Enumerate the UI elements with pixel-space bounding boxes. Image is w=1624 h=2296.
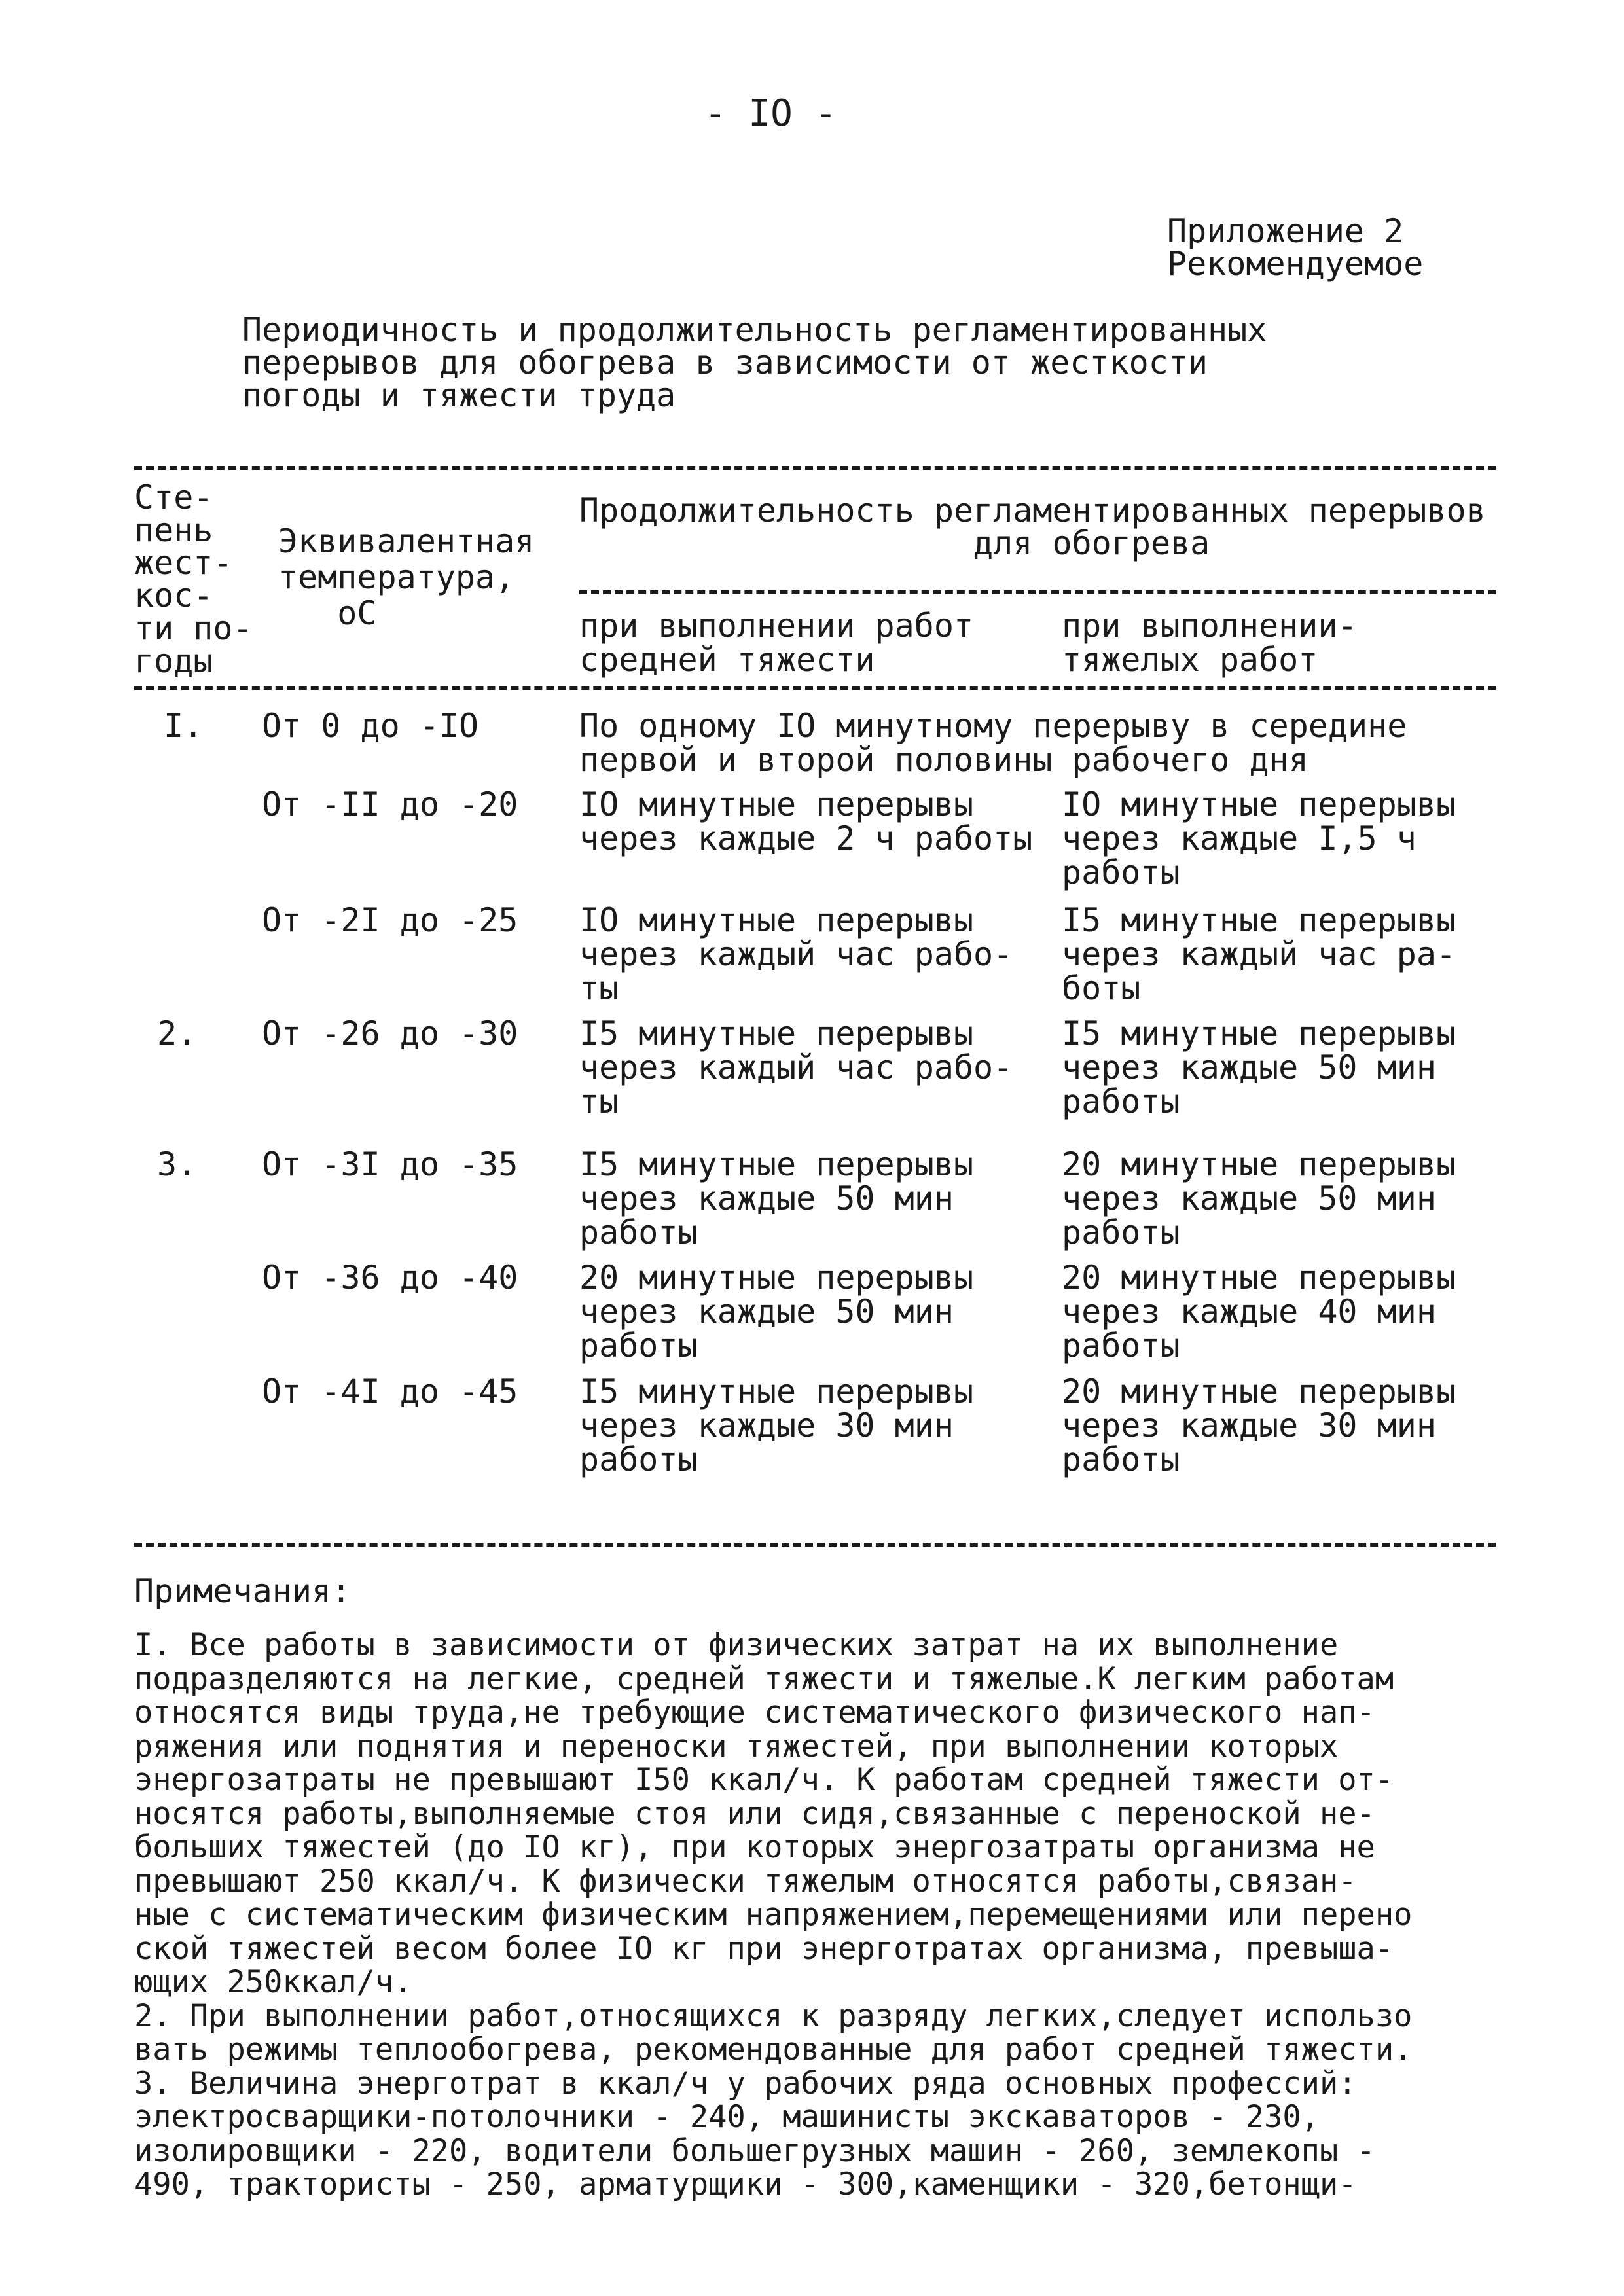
table-row-1-degree: I. (164, 707, 204, 745)
document-title-line-2: перерывов для обогрева в зависимости от жесткости (242, 344, 1208, 382)
table-row-2-heavy: IO минутные перерывы через каждые I,5 ч работы (1062, 785, 1456, 891)
appendix-label: Приложение 2 (1167, 212, 1404, 250)
table-row-1-temperature: От 0 до -IO (262, 707, 479, 745)
appendix-status: Рекомендуемое (1167, 245, 1424, 283)
header-temperature: Эквивалентная температура, oC (278, 522, 535, 632)
table-row-2-medium: IO минутные перерывы через каждые 2 ч работы (579, 785, 1033, 857)
table-row-5-heavy: 20 минутные перерывы через каждые 50 мин работы (1062, 1145, 1456, 1251)
table-top-rule (134, 466, 1496, 470)
table-row-3-medium: IO минутные перерывы через каждый час рабо- ты (579, 901, 1013, 1007)
table-row-3-temperature: От -2I до -25 (262, 901, 518, 939)
table-header-inner-rule (579, 590, 1496, 594)
table-row-4-heavy: I5 минутные перерывы через каждые 50 мин работы (1062, 1014, 1456, 1121)
table-row-1-merged: По одному IO минутному перерыву в середине первой и второй половины рабочего дня (579, 707, 1407, 779)
table-row-7-temperature: От -4I до -45 (262, 1372, 518, 1410)
table-row-4-medium: I5 минутные перерывы через каждый час рабо- ты (579, 1014, 1013, 1121)
table-row-5-medium: I5 минутные перерывы через каждые 50 мин работы (579, 1145, 974, 1251)
table-row-4-temperature: От -26 до -30 (262, 1014, 518, 1052)
table-row-7-medium: I5 минутные перерывы через каждые 30 мин работы (579, 1372, 974, 1479)
table-row-4-degree: 2. (157, 1014, 197, 1052)
table-row-7-heavy: 20 минутные перерывы через каждые 30 мин работы (1062, 1372, 1456, 1479)
notes-heading: Примечания: (134, 1572, 352, 1610)
header-degree: Сте- пень жест- кос- ти по- годы (134, 478, 253, 680)
header-heavy-work: при выполнении- тяжелых работ (1062, 607, 1358, 679)
table-row-5-degree: 3. (157, 1145, 197, 1183)
document-title-line-3: погоды и тяжести труда (242, 376, 676, 414)
table-row-2-temperature: От -II до -20 (262, 785, 518, 823)
table-row-3-heavy: I5 минутные перерывы через каждый час ра- боты (1062, 901, 1456, 1007)
table-row-6-temperature: От -36 до -40 (262, 1259, 518, 1297)
table-row-6-heavy: 20 минутные перерывы через каждые 40 мин работы (1062, 1259, 1456, 1365)
table-bottom-rule (134, 1543, 1496, 1547)
document-title-line-1: Периодичность и продолжительность регламентированных (242, 311, 1267, 349)
page-number: - IO - (704, 92, 837, 135)
table-header-bottom-rule (134, 686, 1496, 690)
header-medium-work: при выполнении работ средней тяжести (579, 607, 974, 679)
header-duration-group: Продолжительность регламентированных перерывов для обогрева (579, 492, 1486, 562)
table-row-5-temperature: От -3I до -35 (262, 1145, 518, 1183)
notes-body: I. Все работы в зависимости от физических затрат на их выполнение подразделяются на легкие, средней тяжести и тяжелые.К легким работам относятся виды труда,не требующие систематического физического нап- ряжения или поднятия и переноски тяжестей, при выполнении которых энергозатраты не превышают I50 ккал/ч. К работам средней тяжести от- носятся работы,выполняемые стоя или сидя,связанные с переноской не- больших тяжестей (до IO кг), при которых энергозатраты организма не превышают 250 ккал/ч. К физически тяжелым относятся работы,связан- ные с систематическим физическим напряжением,перемещениями или перено ской тяжестей весом более IO кг при энерготратах организма, превыша- ющих 250ккал/ч. 2. При выполнении работ,относящихся к разряду легких,следует использо вать режимы теплообогрева, рекомендованные для работ средней тяжести. 3. Величина энерготрат в ккал/ч у рабочих ряда основных профессий: электросварщики-потолочники - 240, машинисты экскаваторов - 230, изолировщики - 220, водители большегрузных машин - 260, землекопы - 490, трактористы - 250, арматурщики - 300,каменщики - 320,бетонщи- (134, 1627, 1413, 2202)
table-row-6-medium: 20 минутные перерывы через каждые 50 мин работы (579, 1259, 974, 1365)
